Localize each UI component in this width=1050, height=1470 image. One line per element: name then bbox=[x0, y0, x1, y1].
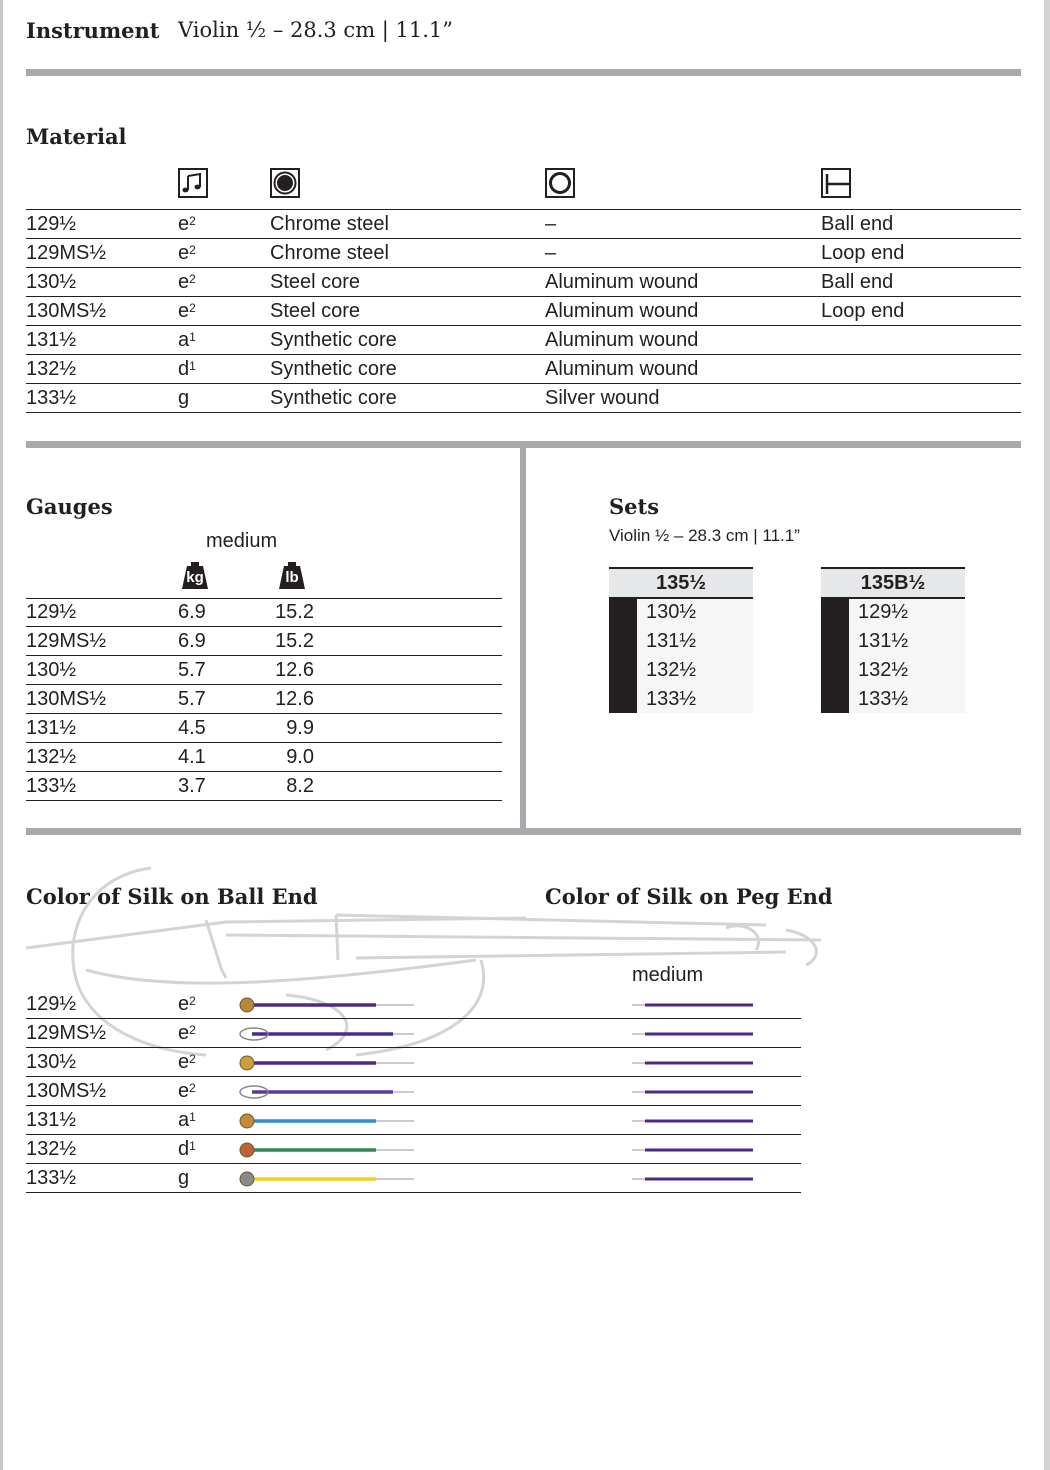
table-rule bbox=[26, 1163, 801, 1164]
tension-kg: 5.7 bbox=[178, 688, 206, 710]
peg-end-silk-illustration bbox=[631, 1029, 755, 1039]
table-rule bbox=[26, 1134, 801, 1135]
tension-kg: 4.1 bbox=[178, 746, 206, 768]
tension-lb: 15.2 bbox=[275, 601, 314, 623]
peg-end-silk-illustration bbox=[631, 1174, 755, 1184]
string-code: 130MS½ bbox=[26, 1080, 107, 1102]
instrument-label: Instrument bbox=[26, 18, 160, 43]
tension-kg: 4.5 bbox=[178, 717, 206, 739]
ball-end-string-illustration bbox=[238, 1169, 418, 1189]
string-end-type: Ball end bbox=[821, 271, 894, 293]
string-code: 131½ bbox=[26, 717, 77, 739]
string-code: 130MS½ bbox=[26, 688, 107, 710]
string-code: 130½ bbox=[26, 271, 77, 293]
string-note bbox=[178, 355, 196, 384]
tension-kg: 5.7 bbox=[178, 659, 206, 681]
note-octave: 2 bbox=[189, 301, 196, 315]
silk-peg-title: Color of Silk on Peg End bbox=[545, 884, 833, 909]
peg-end-silk-illustration bbox=[631, 1087, 755, 1097]
tension-lb: 9.9 bbox=[286, 717, 314, 739]
note-letter: e bbox=[178, 271, 190, 293]
note-letter: e bbox=[178, 1051, 190, 1073]
note-octave: 2 bbox=[189, 214, 196, 228]
string-note bbox=[178, 268, 196, 297]
silk-peg-tension: medium bbox=[632, 964, 704, 986]
ball-end bbox=[240, 998, 254, 1012]
core-material: Chrome steel bbox=[270, 213, 389, 235]
note-octave: 2 bbox=[189, 994, 196, 1008]
string-end-type: Loop end bbox=[821, 242, 905, 264]
tension-kg: 3.7 bbox=[178, 775, 206, 797]
ball-end bbox=[240, 1056, 254, 1070]
note-octave: 2 bbox=[189, 272, 196, 286]
string-code: 133½ bbox=[26, 775, 77, 797]
note-letter: e bbox=[178, 1080, 190, 1102]
tension-lb: 9.0 bbox=[286, 746, 314, 768]
note-octave: 1 bbox=[189, 1110, 196, 1124]
peg-end-silk-illustration bbox=[631, 1145, 755, 1155]
set-name: 135B½ bbox=[821, 567, 965, 599]
unit-kg-label: kg bbox=[186, 569, 204, 586]
string-note bbox=[178, 1106, 196, 1135]
set-bar bbox=[609, 599, 637, 713]
note-octave: 2 bbox=[189, 243, 196, 257]
set-bar bbox=[821, 599, 849, 713]
note-letter: g bbox=[178, 387, 190, 409]
note-letter: e bbox=[178, 993, 190, 1015]
table-rule bbox=[26, 1105, 801, 1106]
string-code: 130½ bbox=[26, 1051, 77, 1073]
winding-material: – bbox=[545, 242, 557, 264]
string-code: 131½ bbox=[26, 329, 77, 351]
peg-end-silk-illustration bbox=[631, 1000, 755, 1010]
string-code: 129½ bbox=[26, 993, 77, 1015]
table-rule bbox=[26, 325, 1021, 326]
core-material: Chrome steel bbox=[270, 242, 389, 264]
set-string: 133½ bbox=[858, 688, 909, 710]
ball-end bbox=[240, 1172, 254, 1186]
note-letter: d bbox=[178, 1138, 190, 1160]
sets-subtitle: Violin ½ – 28.3 cm | 11.1” bbox=[609, 526, 800, 545]
note-octave: 2 bbox=[189, 1023, 196, 1037]
note-letter: a bbox=[178, 1109, 190, 1131]
string-note bbox=[178, 297, 196, 326]
core-material: Synthetic core bbox=[270, 387, 397, 409]
gauges-tension: medium bbox=[206, 530, 278, 552]
set-string: 133½ bbox=[646, 688, 697, 710]
core-material: Synthetic core bbox=[270, 329, 397, 351]
string-note bbox=[178, 1077, 196, 1106]
tension-kg: 6.9 bbox=[178, 630, 206, 652]
table-rule bbox=[26, 412, 1021, 413]
core-material: Steel core bbox=[270, 300, 361, 322]
string-end-icon bbox=[821, 168, 851, 198]
tension-lb: 15.2 bbox=[275, 630, 314, 652]
string-code: 130½ bbox=[26, 659, 77, 681]
silk-ball-title: Color of Silk on Ball End bbox=[26, 884, 318, 909]
ball-end-string-illustration bbox=[238, 1053, 418, 1073]
page-edge-right bbox=[1044, 0, 1050, 1470]
winding-icon bbox=[545, 168, 575, 198]
divider-bar bbox=[26, 441, 1021, 448]
table-rule bbox=[26, 383, 1021, 384]
string-note bbox=[178, 1019, 196, 1048]
table-rule bbox=[26, 1076, 801, 1077]
string-code: 129½ bbox=[26, 601, 77, 623]
vertical-divider bbox=[520, 448, 526, 828]
note-letter: d bbox=[178, 358, 190, 380]
winding-material: Aluminum wound bbox=[545, 300, 699, 322]
table-rule bbox=[26, 1047, 801, 1048]
peg-end-silk-illustration bbox=[631, 1058, 755, 1068]
tension-lb: 8.2 bbox=[286, 775, 314, 797]
material-title: Material bbox=[26, 124, 127, 149]
tension-kg: 6.9 bbox=[178, 601, 206, 623]
core-material: Synthetic core bbox=[270, 358, 397, 380]
table-rule bbox=[26, 354, 1021, 355]
solid-core-icon bbox=[270, 168, 300, 198]
instrument-value: Violin ½ – 28.3 cm | 11.1” bbox=[178, 18, 454, 42]
string-note bbox=[178, 990, 196, 1019]
tension-lb: 12.6 bbox=[275, 688, 314, 710]
set-string: 131½ bbox=[646, 630, 697, 652]
ball-end-string-illustration bbox=[238, 1024, 418, 1044]
string-note bbox=[178, 239, 196, 268]
string-code: 129MS½ bbox=[26, 630, 107, 652]
string-code: 132½ bbox=[26, 746, 77, 768]
tension-lb: 12.6 bbox=[275, 659, 314, 681]
winding-material: Silver wound bbox=[545, 387, 660, 409]
string-end-type: Loop end bbox=[821, 300, 905, 322]
set-name: 135½ bbox=[609, 567, 753, 599]
string-code: 133½ bbox=[26, 1167, 77, 1189]
string-code: 131½ bbox=[26, 1109, 77, 1131]
divider-bar bbox=[26, 69, 1021, 76]
winding-material: Aluminum wound bbox=[545, 329, 699, 351]
ball-end-string-illustration bbox=[238, 1082, 418, 1102]
string-code: 129MS½ bbox=[26, 242, 107, 264]
unit-lb-label: lb bbox=[285, 569, 299, 586]
page-edge-left bbox=[0, 0, 3, 1470]
set-string: 130½ bbox=[646, 601, 697, 623]
set-string: 129½ bbox=[858, 601, 909, 623]
note-letter: a bbox=[178, 329, 190, 351]
peg-end-silk-illustration bbox=[631, 1116, 755, 1126]
music-note-icon bbox=[178, 168, 208, 198]
set-string: 132½ bbox=[646, 659, 697, 681]
ball-end bbox=[240, 1143, 254, 1157]
note-octave: 2 bbox=[189, 1052, 196, 1066]
set-string: 132½ bbox=[858, 659, 909, 681]
string-code: 129MS½ bbox=[26, 1022, 107, 1044]
ball-end-string-illustration bbox=[238, 995, 418, 1015]
note-octave: 1 bbox=[189, 359, 196, 373]
string-note bbox=[178, 1164, 189, 1193]
ball-end-string-illustration bbox=[238, 1111, 418, 1131]
note-letter: e bbox=[178, 300, 190, 322]
winding-material: Aluminum wound bbox=[545, 271, 699, 293]
ball-end bbox=[240, 1114, 254, 1128]
table-rule bbox=[26, 800, 502, 801]
note-letter: e bbox=[178, 242, 190, 264]
string-note bbox=[178, 210, 196, 239]
string-code: 129½ bbox=[26, 213, 77, 235]
ball-end-string-illustration bbox=[238, 1140, 418, 1160]
note-letter: g bbox=[178, 1167, 190, 1189]
table-rule bbox=[26, 1192, 801, 1193]
note-letter: e bbox=[178, 213, 190, 235]
winding-material: Aluminum wound bbox=[545, 358, 699, 380]
winding-material: – bbox=[545, 213, 557, 235]
note-octave: 1 bbox=[189, 330, 196, 344]
string-note bbox=[178, 384, 189, 413]
note-letter: e bbox=[178, 1022, 190, 1044]
note-octave: 2 bbox=[189, 1081, 196, 1095]
string-code: 132½ bbox=[26, 1138, 77, 1160]
gauges-title: Gauges bbox=[26, 494, 113, 519]
set-string: 131½ bbox=[858, 630, 909, 652]
string-note bbox=[178, 1048, 196, 1077]
string-note bbox=[178, 1135, 196, 1164]
note-octave: 1 bbox=[189, 1139, 196, 1153]
string-code: 133½ bbox=[26, 387, 77, 409]
string-end-type: Ball end bbox=[821, 213, 894, 235]
divider-bar bbox=[26, 828, 1021, 835]
string-code: 132½ bbox=[26, 358, 77, 380]
core-material: Steel core bbox=[270, 271, 361, 293]
string-note bbox=[178, 326, 196, 355]
string-code: 130MS½ bbox=[26, 300, 107, 322]
table-rule bbox=[26, 1018, 801, 1019]
sets-title: Sets bbox=[609, 494, 660, 519]
